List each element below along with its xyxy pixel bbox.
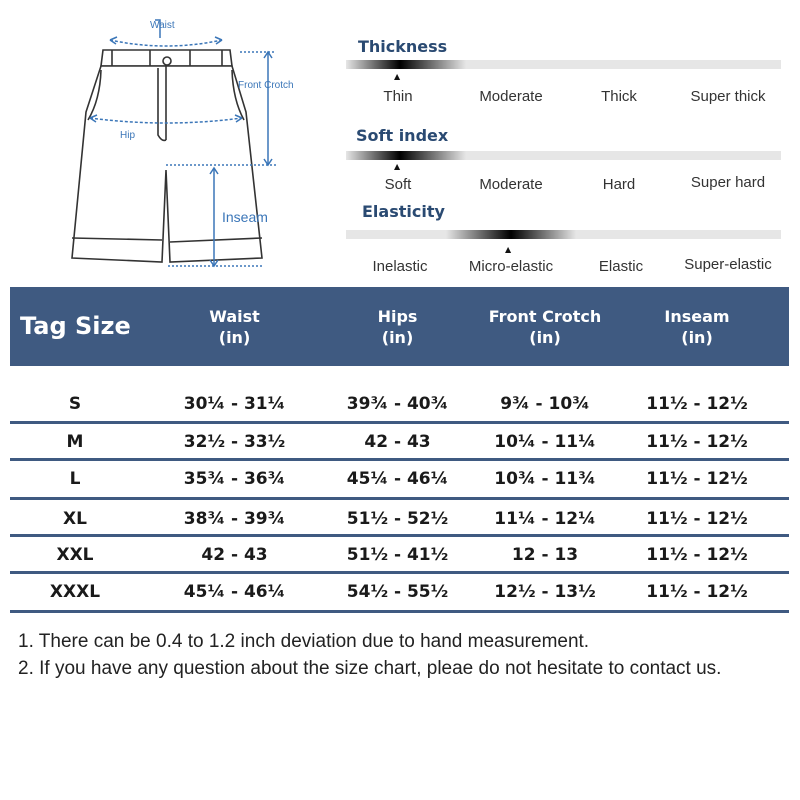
thickness-selected-marker-icon: ▲ xyxy=(394,72,401,81)
hips-cell: 51½ - 41½ xyxy=(346,545,449,565)
elasticity-title: Elasticity xyxy=(362,202,445,221)
elasticity-scale-track xyxy=(346,230,781,239)
waist-cell: 38¾ - 39¾ xyxy=(183,509,286,529)
soft-index-option-super-hard: Super hard xyxy=(690,174,766,191)
waist-cell: 32½ - 33½ xyxy=(183,432,286,452)
inseam-cell: 11½ - 12½ xyxy=(646,394,748,414)
soft-index-option-moderate: Moderate xyxy=(479,176,543,193)
hips-cell: 54½ - 55½ xyxy=(346,582,449,602)
waist-cell: 35¾ - 36¾ xyxy=(183,469,286,489)
row-divider xyxy=(10,497,789,500)
soft-index-selected-marker-icon: ▲ xyxy=(394,162,401,171)
header-inseam xyxy=(622,287,772,366)
inseam-label: Inseam xyxy=(222,209,268,225)
row-divider xyxy=(10,610,789,613)
size-cell: L xyxy=(69,469,81,489)
hips-cell: 51½ - 52½ xyxy=(346,509,449,529)
size-cell: S xyxy=(68,394,82,414)
elasticity-option-micro-elastic: Micro-elastic xyxy=(468,258,554,275)
size-cell: XXXL xyxy=(49,582,101,602)
thickness-scale-track xyxy=(346,60,781,69)
table-row xyxy=(10,424,789,460)
front-crotch-cell: 12 - 13 xyxy=(511,545,579,565)
front-crotch-label: Front Crotch xyxy=(238,80,294,91)
elasticity-selected-marker-icon: ▲ xyxy=(505,245,512,254)
hips-cell: 45¼ - 46¼ xyxy=(346,469,449,489)
inseam-cell: 11½ - 12½ xyxy=(646,432,748,452)
header-hips-name: Hips xyxy=(377,306,418,326)
size-cell: XXL xyxy=(56,545,94,565)
soft-index-scale-track xyxy=(346,151,781,160)
table-row xyxy=(10,537,789,573)
header-waist-name: Waist xyxy=(209,306,260,326)
front-crotch-cell: 12½ - 13½ xyxy=(494,582,596,602)
header-waist xyxy=(162,287,307,366)
elasticity-option-super-elastic: Super-elastic xyxy=(684,256,772,273)
header-inseam-name: Inseam xyxy=(664,306,730,326)
note-measurement-deviation: 1. There can be 0.4 to 1.2 inch deviation due to hand measurement. xyxy=(18,631,590,652)
thickness-title: Thickness xyxy=(358,37,448,56)
elasticity-option-elastic: Elastic xyxy=(598,258,644,275)
inseam-cell: 11½ - 12½ xyxy=(646,469,748,489)
size-cell: XL xyxy=(63,509,87,529)
header-front-crotch xyxy=(470,287,620,366)
waist-label: Waist xyxy=(150,20,175,31)
table-row xyxy=(10,461,789,497)
table-row xyxy=(10,386,789,422)
thickness-option-super-thick: Super thick xyxy=(690,88,766,105)
size-cell: M xyxy=(66,432,84,452)
size-table-header xyxy=(10,287,789,366)
waist-cell: 30¼ - 31¼ xyxy=(183,394,286,414)
table-row xyxy=(10,501,789,537)
hips-cell: 39¾ - 40¾ xyxy=(346,394,449,414)
soft-index-title: Soft index xyxy=(356,126,449,145)
thickness-option-thin: Thin xyxy=(383,88,413,105)
note-contact-us: 2. If you have any question about the size chart, pleae do not hesitate to contact us. xyxy=(18,658,722,679)
header-hips xyxy=(325,287,470,366)
soft-index-option-hard: Hard xyxy=(602,176,636,193)
header-hips-unit: (in) xyxy=(381,327,414,347)
header-waist-unit: (in) xyxy=(218,327,251,347)
soft-index-option-soft: Soft xyxy=(384,176,412,193)
waist-cell: 45¼ - 46¼ xyxy=(183,582,286,602)
front-crotch-cell: 9¾ - 10¾ xyxy=(500,394,590,414)
shorts-measurement-diagram xyxy=(0,0,310,280)
header-front-crotch-unit: (in) xyxy=(529,327,561,347)
elasticity-option-inelastic: Inelastic xyxy=(372,258,428,275)
inseam-cell: 11½ - 12½ xyxy=(646,509,748,529)
front-crotch-cell: 10¼ - 11¼ xyxy=(494,432,596,452)
table-row xyxy=(10,574,789,610)
header-tag-size: Tag Size xyxy=(20,312,131,340)
inseam-cell: 11½ - 12½ xyxy=(646,582,748,602)
header-inseam-unit: (in) xyxy=(681,327,713,347)
hip-label: Hip xyxy=(120,130,136,141)
thickness-option-moderate: Moderate xyxy=(479,88,543,105)
shorts-outline-icon xyxy=(72,50,262,262)
front-crotch-cell: 10¾ - 11¾ xyxy=(494,469,596,489)
waist-cell: 42 - 43 xyxy=(201,545,268,565)
front-crotch-cell: 11¼ - 12¼ xyxy=(494,509,596,529)
header-front-crotch-name: Front Crotch xyxy=(488,306,602,326)
hips-cell: 42 - 43 xyxy=(364,432,431,452)
thickness-option-thick: Thick xyxy=(601,88,637,105)
inseam-cell: 11½ - 12½ xyxy=(646,545,748,565)
